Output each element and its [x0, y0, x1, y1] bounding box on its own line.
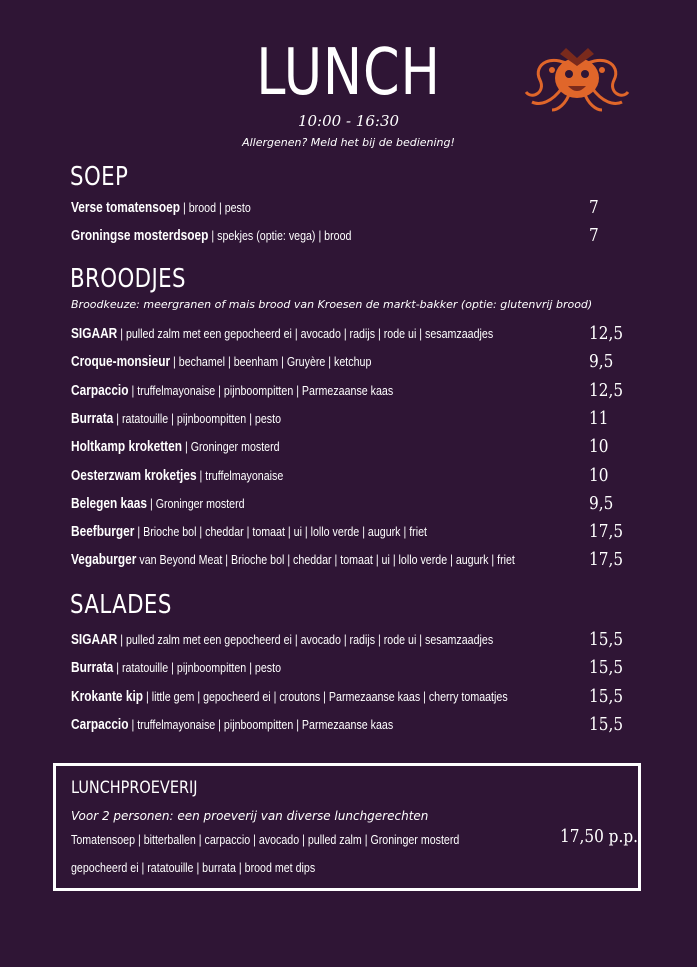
menu-item-price: 15,5	[589, 685, 624, 707]
menu-item-description: | Groninger mosterd	[182, 439, 280, 455]
menu-item-name: Vegaburger	[71, 552, 137, 569]
menu-item-name: Burrata	[71, 660, 114, 677]
menu-item-name: Beefburger	[71, 524, 135, 541]
menu-item	[71, 492, 631, 516]
menu-item-description: | ratatouille | pijnboompitten | pesto	[113, 660, 282, 676]
section-title-broodjes: BROODJES	[70, 264, 186, 294]
menu-item	[71, 628, 631, 652]
menu-item-text	[71, 322, 493, 346]
menu-item	[71, 407, 631, 431]
menu-item	[71, 379, 631, 403]
menu-item-text	[71, 224, 351, 248]
menu-item-name: Holtkamp kroketten	[71, 439, 183, 456]
lunchproeverij-line-1: Tomatensoep | bitterballen | carpaccio | avocado | pulled zalm | Groninger mosterd	[71, 832, 460, 847]
lunchproeverij-note: Voor 2 personen: een proeverij van diverse lunchgerechten	[71, 809, 429, 823]
menu-item-price: 17,5	[589, 521, 624, 543]
menu-item-text	[71, 407, 281, 431]
menu-item-description: | spekjes (optie: vega) | brood	[208, 228, 352, 243]
menu-item-text	[71, 196, 251, 220]
lunchproeverij-box	[53, 763, 641, 891]
menu-item-name: SIGAAR	[71, 632, 118, 648]
menu-item-text	[71, 713, 393, 737]
menu-item-price: 11	[589, 407, 609, 429]
menu-item-description: | bechamel | beenham | Gruyère | ketchup	[170, 354, 372, 370]
menu-item-name: Carpaccio	[71, 382, 129, 399]
menu-item-price: 12,5	[589, 379, 624, 401]
lunchproeverij-title: LUNCHPROEVERIJ	[71, 778, 198, 798]
menu-item-name: Burrata	[71, 410, 114, 427]
menu-item-price: 9,5	[589, 492, 614, 514]
menu-item-name: Belegen kaas	[71, 495, 148, 512]
menu-item-name: Croque-monsieur	[71, 354, 171, 371]
menu-item-text	[71, 464, 283, 488]
menu-item-description: van Beyond Meat | Brioche bol | cheddar | tomaat | ui | lollo verde | augurk | friet	[136, 552, 515, 568]
section-title-salades: SALADES	[70, 590, 172, 620]
menu-item-price: 15,5	[589, 713, 624, 735]
menu-item	[71, 713, 631, 737]
menu-item-description: | truffelmayonaise | pijnboompitten | Parmezaanse kaas	[128, 382, 394, 398]
menu-item-name: Groningse mosterdsoep	[71, 228, 209, 244]
menu-item-price: 15,5	[589, 629, 624, 650]
menu-item-description: | Brioche bol | cheddar | tomaat | ui | lollo verde | augurk | friet	[134, 524, 427, 540]
menu-item-description: | brood | pesto	[180, 200, 251, 215]
menu-item-description: | Groninger mosterd	[147, 495, 245, 511]
menu-item-price: 15,5	[589, 657, 624, 679]
page-title: LUNCH	[256, 36, 441, 110]
menu-item-text	[71, 379, 393, 403]
menu-item-description: | truffelmayonaise	[196, 467, 284, 483]
menu-item-description: | truffelmayonaise | pijnboompitten | Parmezaanse kaas	[128, 716, 394, 732]
menu-item-price: 10	[589, 464, 609, 486]
section-title-soep: SOEP	[70, 162, 129, 192]
menu-item-price: 7	[589, 197, 599, 218]
allergen-note: Allergenen? Meld het bij de bediening!	[242, 136, 455, 149]
menu-item-price: 17,5	[589, 549, 624, 571]
menu-item-description: | little gem | gepocheerd ei | croutons | Parmezaanse kaas | cherry tomaatjes	[143, 688, 508, 704]
menu-item-price: 9,5	[589, 351, 614, 373]
menu-item-text	[71, 435, 280, 459]
menu-item	[71, 196, 631, 220]
menu-item-text	[71, 350, 371, 374]
menu-item	[71, 548, 631, 572]
octopus-logo-icon	[522, 40, 632, 112]
menu-item-text	[71, 492, 245, 516]
menu-item	[71, 224, 631, 248]
menu-item	[71, 350, 631, 374]
menu-item-name: Carpaccio	[71, 716, 129, 733]
menu-item	[71, 656, 631, 680]
menu-item	[71, 464, 631, 488]
menu-item-text	[71, 685, 508, 709]
menu-item-description: | pulled zalm met een gepocheerd ei | avocado | radijs | rode ui | sesamzaadjes	[117, 326, 494, 341]
menu-item-description: | ratatouille | pijnboompitten | pesto	[113, 410, 282, 426]
menu-item-text	[71, 520, 427, 544]
menu-item-price: 12,5	[589, 323, 624, 344]
menu-item-text	[71, 656, 281, 680]
menu-item-text	[71, 628, 493, 652]
bread-choice-note: Broodkeuze: meergranen of mais brood van Kroesen de markt-bakker (optie: glutenvrij brood)	[71, 298, 593, 311]
lunchproeverij-price: 17,50 p.p.	[560, 826, 638, 847]
menu-item-name: Verse tomatensoep	[71, 200, 181, 216]
menu-item	[71, 435, 631, 459]
menu-item-price: 7	[589, 225, 599, 246]
menu-item-name: Oesterzwam kroketjes	[71, 467, 197, 484]
opening-hours: 10:00 - 16:30	[297, 112, 400, 130]
menu-item-price: 10	[589, 436, 609, 458]
menu-item	[71, 322, 631, 346]
menu-item-name: SIGAAR	[71, 326, 118, 342]
menu-item-text	[71, 548, 515, 572]
menu-item-description: | pulled zalm met een gepocheerd ei | avocado | radijs | rode ui | sesamzaadjes	[117, 632, 494, 647]
menu-item	[71, 520, 631, 544]
menu-item-name: Krokante kip	[71, 688, 144, 705]
lunchproeverij-line-2: gepocheerd ei | ratatouille | burrata | brood met dips	[71, 860, 316, 875]
menu-item	[71, 685, 631, 709]
